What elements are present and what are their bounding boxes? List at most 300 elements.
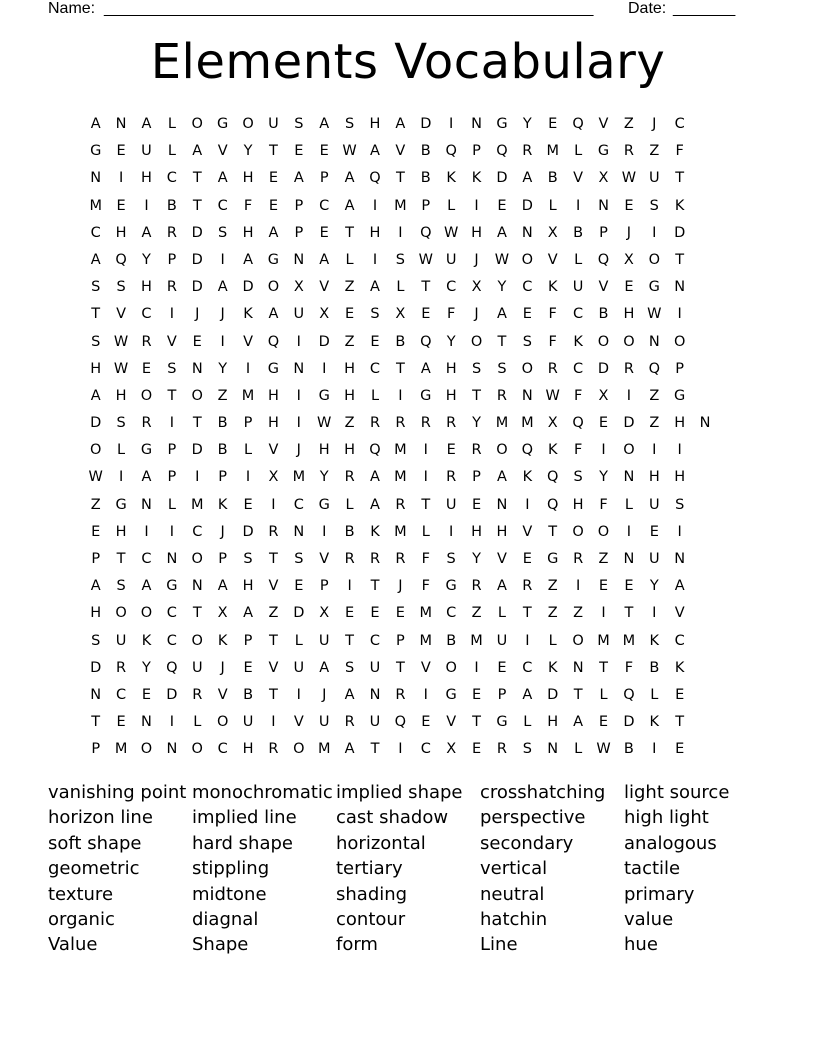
grid-letter: V xyxy=(217,686,228,703)
grid-letter: M xyxy=(546,143,559,160)
grid-letter: U xyxy=(648,496,660,513)
word-item: diagnal xyxy=(192,908,259,930)
grid-letter: I xyxy=(474,197,479,214)
grid-letter: I xyxy=(220,333,225,350)
grid-letter: U xyxy=(191,659,203,676)
word-item: horizontal xyxy=(336,832,426,854)
grid-letter: T xyxy=(497,333,507,350)
grid-letter: P xyxy=(421,197,431,214)
grid-letter: H xyxy=(318,442,330,459)
grid-letter: D xyxy=(242,523,254,540)
grid-letter: N xyxy=(648,333,660,350)
grid-letter: F xyxy=(446,306,456,323)
grid-letter: M xyxy=(419,605,433,622)
grid-letter: T xyxy=(192,197,202,214)
grid-letter: A xyxy=(268,306,279,323)
grid-letter: O xyxy=(648,251,660,268)
grid-letter: N xyxy=(141,496,152,513)
grid-letter: E xyxy=(624,279,634,296)
grid-letter: R xyxy=(344,469,355,486)
grid-letter: P xyxy=(294,197,304,214)
grid-letter: O xyxy=(191,116,203,132)
grid-letter: A xyxy=(141,469,152,486)
word-column xyxy=(48,780,192,958)
grid-letter: Y xyxy=(446,333,456,350)
grid-letter: H xyxy=(90,605,102,622)
grid-letter: E xyxy=(370,605,380,622)
grid-letter: V xyxy=(547,251,558,268)
grid-letter: I xyxy=(525,496,530,513)
grid-letter: D xyxy=(90,659,102,676)
grid-letter: J xyxy=(220,659,225,676)
grid-letter: S xyxy=(471,360,482,377)
grid-letter: A xyxy=(344,741,355,758)
name-line: _______________________________________________________ xyxy=(104,0,594,17)
word-column xyxy=(624,780,768,958)
grid-letter: T xyxy=(91,306,101,323)
grid-letter: E xyxy=(675,741,685,758)
grid-letter: I xyxy=(626,523,632,540)
grid-letter: Q xyxy=(394,714,407,731)
grid-letter: O xyxy=(521,360,534,377)
grid-letter: O xyxy=(623,333,635,350)
grid-letter: L xyxy=(294,632,303,649)
grid-letter: A xyxy=(243,605,253,622)
grid-letter: Z xyxy=(649,143,660,160)
grid-letter: L xyxy=(599,686,608,703)
grid-letter: W xyxy=(113,333,129,350)
grid-letter: R xyxy=(522,143,533,160)
grid-letter: M xyxy=(521,415,534,432)
grid-row xyxy=(83,658,718,685)
grid-letter: L xyxy=(396,279,405,296)
grid-letter: K xyxy=(547,442,558,459)
grid-letter: G xyxy=(597,143,610,160)
grid-letter: E xyxy=(243,659,253,676)
grid-letter: S xyxy=(522,333,532,350)
grid-letter: U xyxy=(293,659,305,676)
word-item: light source xyxy=(624,782,730,803)
grid-letter: B xyxy=(217,442,228,459)
grid-letter: R xyxy=(192,686,203,703)
grid-letter: U xyxy=(648,170,660,187)
grid-letter: L xyxy=(421,523,430,540)
grid-letter: K xyxy=(446,170,456,187)
grid-letter: R xyxy=(471,442,482,459)
grid-letter: I xyxy=(423,442,428,459)
grid-letter: U xyxy=(115,632,127,649)
grid-letter: B xyxy=(420,143,431,160)
grid-letter: E xyxy=(471,686,482,703)
grid-letter: A xyxy=(192,143,203,160)
grid-letter: Y xyxy=(599,469,608,486)
grid-letter: E xyxy=(598,578,609,595)
word-item: value xyxy=(624,908,674,930)
grid-letter: Q xyxy=(420,224,432,241)
grid-letter: S xyxy=(344,659,355,676)
grid-letter: Z xyxy=(344,279,355,296)
grid-letter: P xyxy=(243,415,253,432)
grid-letter: A xyxy=(217,279,228,296)
grid-letter: C xyxy=(166,632,177,649)
grid-letter: C xyxy=(217,741,228,758)
grid-letter: A xyxy=(370,143,380,160)
word-item: form xyxy=(336,934,378,956)
word-item: geometric xyxy=(48,858,140,880)
grid-letter: G xyxy=(674,387,686,404)
grid-letter: N xyxy=(90,170,102,187)
grid-letter: U xyxy=(318,632,330,649)
grid-letter: Q xyxy=(420,333,432,350)
word-item: shading xyxy=(336,883,408,905)
grid-letter: I xyxy=(296,333,301,350)
grid-letter: A xyxy=(674,578,685,595)
grid-letter: M xyxy=(495,415,509,432)
grid-letter: I xyxy=(474,659,479,676)
grid-letter: E xyxy=(624,578,634,595)
grid-letter: P xyxy=(167,442,177,459)
grid-letter: E xyxy=(624,197,634,214)
word-column xyxy=(192,780,336,958)
grid-letter: K xyxy=(370,523,380,540)
grid-letter: D xyxy=(623,714,635,731)
grid-letter: H xyxy=(344,442,356,459)
grid-letter: K xyxy=(547,659,558,676)
grid-letter: S xyxy=(522,741,532,758)
grid-letter: A xyxy=(496,469,507,486)
grid-letter: I xyxy=(423,686,428,703)
grid-letter: P xyxy=(243,632,253,649)
grid-letter: Z xyxy=(344,333,355,350)
grid-letter: W xyxy=(494,251,510,268)
grid-letter: U xyxy=(318,714,330,731)
grid-letter: I xyxy=(601,605,606,622)
grid-letter: D xyxy=(420,116,432,132)
grid-letter: D xyxy=(597,360,610,377)
grid-letter: C xyxy=(446,605,457,622)
grid-letter: I xyxy=(652,605,657,622)
grid-letter: F xyxy=(573,442,583,459)
grid-letter: G xyxy=(318,496,330,513)
grid-letter: N xyxy=(90,686,102,703)
grid-letter: S xyxy=(370,306,380,323)
grid-letter: A xyxy=(573,714,584,731)
grid-letter: I xyxy=(398,224,403,241)
grid-letter: I xyxy=(271,714,276,731)
grid-letter: N xyxy=(191,360,203,377)
grid-row xyxy=(83,277,718,304)
grid-letter: D xyxy=(191,251,203,268)
grid-letter: E xyxy=(268,197,279,214)
page-title: Elements Vocabulary xyxy=(150,34,666,90)
grid-letter: Q xyxy=(445,143,457,160)
grid-letter: R xyxy=(268,523,279,540)
grid-letter: N xyxy=(496,496,508,513)
grid-letter: A xyxy=(370,496,380,513)
grid-letter: T xyxy=(548,523,558,540)
grid-letter: A xyxy=(319,659,330,676)
grid-letter: H xyxy=(623,306,635,323)
grid-letter: Z xyxy=(471,605,482,622)
grid-letter: C xyxy=(446,279,457,296)
grid-letter: G xyxy=(445,578,457,595)
grid-letter: V xyxy=(116,306,127,323)
grid-letter: A xyxy=(141,578,152,595)
grid-letter: Q xyxy=(572,415,584,432)
grid-letter: S xyxy=(243,551,253,567)
grid-letter: N xyxy=(141,714,152,731)
word-item: primary xyxy=(624,883,695,905)
grid-letter: X xyxy=(319,605,330,622)
grid-letter: E xyxy=(116,143,126,160)
grid-letter: U xyxy=(445,496,457,513)
grid-letter: L xyxy=(117,442,126,459)
grid-letter: P xyxy=(472,469,481,486)
word-item: vertical xyxy=(480,858,548,880)
grid-letter: Q xyxy=(648,360,660,377)
grid-letter: U xyxy=(496,632,508,649)
grid-letter: I xyxy=(398,387,403,404)
grid-letter: R xyxy=(395,415,406,432)
grid-row xyxy=(83,304,718,331)
grid-letter: A xyxy=(420,360,431,377)
grid-letter: I xyxy=(169,714,174,731)
grid-letter: N xyxy=(293,360,305,377)
word-item: cast shadow xyxy=(336,807,449,829)
grid-letter: T xyxy=(421,496,431,513)
grid-letter: J xyxy=(220,306,225,323)
grid-letter: H xyxy=(344,360,356,377)
grid-letter: B xyxy=(623,741,634,758)
grid-letter: T xyxy=(675,170,685,187)
grid-letter: Z xyxy=(623,116,634,132)
grid-letter: R xyxy=(141,333,152,350)
grid-letter: S xyxy=(294,116,304,132)
grid-letter: T xyxy=(421,279,431,296)
grid-letter: G xyxy=(420,387,432,404)
grid-letter: Y xyxy=(522,116,532,132)
grid-letter: I xyxy=(652,442,657,459)
grid-letter: H xyxy=(141,279,152,296)
grid-letter: Z xyxy=(547,578,558,595)
grid-letter: G xyxy=(140,442,153,459)
grid-letter: I xyxy=(296,686,301,703)
grid-letter: W xyxy=(647,306,662,323)
grid-letter: V xyxy=(573,170,584,187)
grid-letter: C xyxy=(522,659,533,676)
grid-letter: G xyxy=(496,116,508,132)
grid-letter: P xyxy=(91,551,101,567)
grid-letter: U xyxy=(445,251,457,268)
grid-letter: A xyxy=(319,116,330,132)
grid-letter: O xyxy=(89,442,102,459)
grid-letter: I xyxy=(169,415,174,432)
grid-letter: L xyxy=(523,714,532,731)
grid-letter: U xyxy=(141,143,152,160)
grid-letter: O xyxy=(140,741,153,758)
grid-letter: A xyxy=(496,578,507,595)
grid-letter: I xyxy=(372,197,378,214)
grid-letter: K xyxy=(217,496,228,513)
grid-letter: D xyxy=(496,170,508,187)
grid-letter: U xyxy=(293,306,305,323)
word-item: organic xyxy=(48,908,115,930)
grid-letter: P xyxy=(294,224,304,241)
grid-letter: H xyxy=(471,523,482,540)
grid-letter: O xyxy=(140,605,153,622)
grid-letter: I xyxy=(372,251,378,268)
word-item: tactile xyxy=(624,858,681,880)
grid-letter: B xyxy=(243,686,254,703)
grid-letter: T xyxy=(345,224,355,241)
grid-letter: W xyxy=(342,143,357,160)
grid-letter: A xyxy=(370,469,380,486)
grid-letter: H xyxy=(141,170,152,187)
grid-letter: E xyxy=(370,333,380,350)
word-item: hatchin xyxy=(480,908,548,930)
grid-letter: R xyxy=(395,496,406,513)
grid-letter: T xyxy=(472,387,481,404)
grid-letter: H xyxy=(242,170,254,187)
grid-letter: W xyxy=(545,387,560,404)
grid-letter: L xyxy=(624,496,633,513)
grid-letter: V xyxy=(268,659,279,676)
grid-letter: T xyxy=(269,551,278,567)
grid-letter: M xyxy=(89,197,102,214)
grid-letter: R xyxy=(547,360,558,377)
grid-letter: U xyxy=(369,714,381,731)
grid-letter: P xyxy=(218,469,228,486)
grid-row xyxy=(83,685,718,712)
grid-letter: S xyxy=(167,360,177,377)
grid-row xyxy=(83,739,718,766)
grid-letter: M xyxy=(114,741,128,758)
grid-letter: P xyxy=(167,251,177,268)
grid-letter: I xyxy=(144,523,149,540)
grid-letter: T xyxy=(395,170,405,187)
grid-letter: C xyxy=(293,496,304,513)
grid-letter: R xyxy=(344,714,355,731)
grid-letter: Y xyxy=(319,469,329,486)
grid-letter: T xyxy=(624,605,634,622)
grid-letter: V xyxy=(293,714,304,731)
grid-letter: L xyxy=(447,197,456,214)
grid-letter: T xyxy=(675,251,685,268)
grid-letter: V xyxy=(268,578,279,595)
grid-letter: R xyxy=(166,279,177,296)
grid-letter: I xyxy=(220,251,225,268)
grid-letter: M xyxy=(394,523,407,540)
grid-letter: Z xyxy=(547,605,558,622)
grid-letter: G xyxy=(445,686,457,703)
grid-letter: J xyxy=(652,116,657,132)
grid-letter: T xyxy=(573,686,583,703)
grid-letter: J xyxy=(220,523,225,540)
grid-letter: F xyxy=(624,659,634,676)
grid-letter: N xyxy=(191,578,203,595)
grid-letter: V xyxy=(395,143,406,160)
grid-letter: D xyxy=(191,279,203,296)
grid-letter: E xyxy=(345,605,355,622)
grid-letter: C xyxy=(192,523,203,540)
grid-letter: I xyxy=(118,170,124,187)
grid-letter: E xyxy=(192,333,202,350)
grid-letter: H xyxy=(90,360,102,377)
grid-letter: A xyxy=(141,224,152,241)
grid-letter: J xyxy=(322,686,327,703)
grid-letter: P xyxy=(675,360,685,377)
grid-letter: V xyxy=(217,143,228,160)
grid-letter: W xyxy=(596,741,611,758)
grid-letter: P xyxy=(497,686,507,703)
grid-letter: I xyxy=(449,116,454,132)
grid-letter: Q xyxy=(267,333,280,350)
grid-letter: E xyxy=(268,170,279,187)
grid-row xyxy=(83,467,718,494)
grid-letter: Q xyxy=(115,251,127,268)
grid-row xyxy=(83,440,718,467)
grid-letter: T xyxy=(522,605,532,622)
grid-letter: I xyxy=(575,578,581,595)
grid-letter: O xyxy=(191,551,203,567)
grid-letter: O xyxy=(191,741,203,758)
grid-letter: I xyxy=(347,578,352,595)
grid-letter: N xyxy=(293,251,305,268)
grid-letter: M xyxy=(622,632,636,649)
grid-letter: A xyxy=(344,197,355,214)
word-item: neutral xyxy=(480,883,545,905)
grid-letter: L xyxy=(243,442,253,459)
grid-letter: K xyxy=(649,632,660,649)
grid-letter: O xyxy=(521,251,534,268)
grid-letter: R xyxy=(268,741,279,758)
grid-letter: E xyxy=(598,415,609,432)
word-item: crosshatching xyxy=(480,782,606,803)
grid-letter: T xyxy=(395,360,405,377)
grid-letter: V xyxy=(243,333,253,350)
grid-letter: H xyxy=(115,224,127,241)
grid-letter: U xyxy=(268,116,279,132)
grid-letter: O xyxy=(597,333,610,350)
grid-letter: S xyxy=(395,251,405,268)
grid-letter: O xyxy=(267,279,280,296)
grid-letter: Q xyxy=(521,442,534,459)
grid-letter: E xyxy=(294,578,304,595)
grid-letter: E xyxy=(675,686,685,703)
grid-letter: I xyxy=(169,306,174,323)
word-item: soft shape xyxy=(48,832,142,854)
grid-letter: C xyxy=(217,197,228,214)
grid-letter: L xyxy=(345,496,354,513)
grid-letter: H xyxy=(369,224,381,241)
grid-letter: H xyxy=(267,387,279,404)
grid-letter: G xyxy=(267,251,280,268)
grid-letter: K xyxy=(243,306,253,323)
grid-letter: S xyxy=(675,496,685,513)
grid-letter: Y xyxy=(472,415,481,432)
grid-letter: I xyxy=(652,224,657,241)
grid-letter: O xyxy=(572,632,584,649)
grid-letter: I xyxy=(525,632,530,649)
grid-letter: J xyxy=(296,442,301,459)
grid-letter: N xyxy=(471,116,482,132)
grid-letter: N xyxy=(521,387,533,404)
grid-row xyxy=(83,250,718,277)
grid-letter: N xyxy=(293,523,305,540)
grid-row xyxy=(83,386,718,413)
grid-letter: O xyxy=(293,741,305,758)
grid-letter: G xyxy=(318,387,330,404)
